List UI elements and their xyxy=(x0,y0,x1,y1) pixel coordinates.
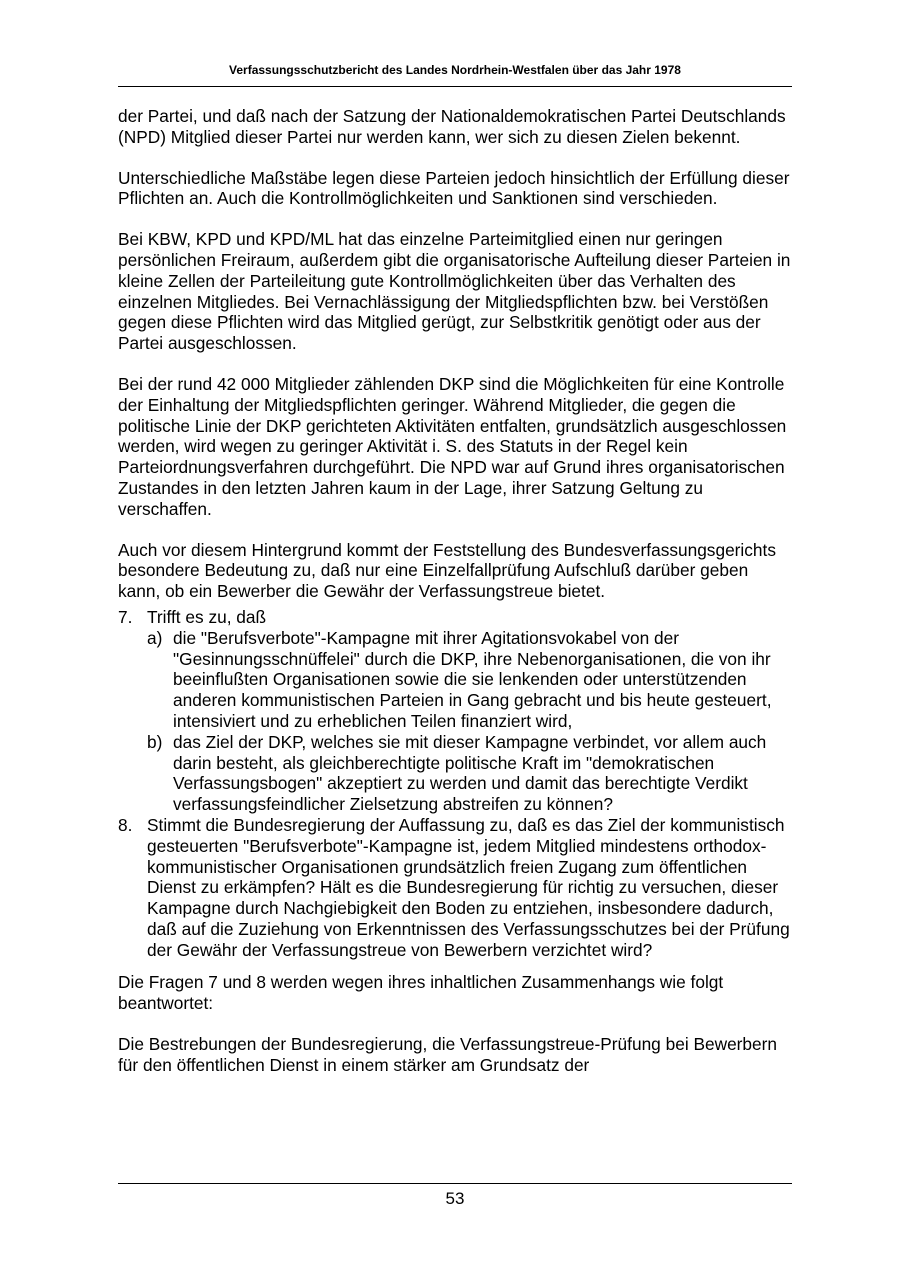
footer-rule xyxy=(118,1183,792,1184)
document-body xyxy=(118,106,792,1096)
question-8-number: 8. xyxy=(118,814,133,835)
paragraph-2: Unterschiedliche Maßstäbe legen diese Parteien jedoch hinsichtlich der Erfüllung dieser Pflichten an. Auch die Kontrollmöglichkeiten und Sanktionen sind verschieden. xyxy=(118,167,790,209)
question-7a xyxy=(147,628,792,732)
answer-start: Die Bestrebungen der Bundesregierung, die Verfassungstreue-Prüfung bei Bewerbern für den öffentlichen Dienst in einem stärker am Grundsatz der xyxy=(118,1034,778,1075)
page-number: 53 xyxy=(445,1189,465,1208)
question-7a-text: die "Berufsverbote"-Kampagne mit ihrer Agitationsvokabel von der "Gesinnungsschnüffelei" durch die DKP, ihre Nebenorganisationen, die von ihr beeinflußten Organisationen sowie die sie lenkenden oder unterstützenden anderen kommunistischen Parteien in Gang gebracht und bis heute gesteuert, intensiviert und zu erheblichen Teilen finanziert wird, xyxy=(173,627,772,731)
question-7b-label: b) xyxy=(147,731,163,752)
question-7a-label: a) xyxy=(147,627,163,648)
question-7-sublist xyxy=(147,628,792,815)
question-8-text: Stimmt die Bundesregierung der Auffassung zu, daß es das Ziel der kommunistisch gesteuerten "Berufsverbote"-Kampagne ist, jedem Mitglied mindestens orthodox-kommunistischer Organisationen grundsätzlich freien Zugang zum öffentlichen Dienst zu erkämpfen? Hält es die Bundesregierung für richtig zu versuchen, dieser Kampagne durch Nachgiebigkeit den Boden zu entziehen, insbesondere dadurch, daß auf die Zuziehung von Erkenntnissen des Verfassungsschutzes bei der Prüfung der Gewähr der Verfassungstreue von Bewerbern verzichtet wird? xyxy=(147,814,790,960)
answer-intro: Die Fragen 7 und 8 werden wegen ihres inhaltlichen Zusammenhangs wie folgt beantwortet: xyxy=(118,972,724,1014)
paragraph-3: Bei KBW, KPD und KPD/ML hat das einzelne Parteimitglied einen nur geringen persönlichen Freiraum, außerdem gibt die organisatorische Aufteilung dieser Parteien in kleine Zellen der Parteileitung gute Kontrollmöglichkeiten über das Verhalten des einzelnen Mitgliedes. Bei Vernachlässigung der Mitgliedspflichten bzw. bei Verstößen gegen diese Pflichten wird das Mitglied gerügt, zur Selbstkritik genötigt oder aus der Partei ausgeschlossen. xyxy=(118,229,791,354)
question-8 xyxy=(118,815,792,961)
question-7 xyxy=(118,607,792,815)
question-7-text: Trifft es zu, daß xyxy=(147,606,267,627)
question-7-number: 7. xyxy=(118,606,133,627)
paragraph-1: der Partei, und daß nach der Satzung der Nationaldemokratischen Partei Deutschlands (NPD) Mitglied dieser Partei nur werden kann, wer sich zu diesen Zielen bekennt. xyxy=(118,106,786,147)
page-header: Verfassungsschutzbericht des Landes Nordrhein-Westfalen über das Jahr 1978 xyxy=(229,63,681,77)
question-7b-text: das Ziel der DKP, welches sie mit dieser Kampagne verbindet, vor allem auch darin besteht, als gleichberechtigte politische Kraft im "demokratischen Verfassungsbogen" akzeptiert zu werden und damit das berechtigte Verdikt verfassungsfeindlicher Zielsetzung abstreifen zu können? xyxy=(173,731,767,815)
question-7b xyxy=(147,732,792,815)
question-list xyxy=(118,607,792,961)
paragraph-4: Bei der rund 42 000 Mitglieder zählenden DKP sind die Möglichkeiten für eine Kontrolle der Einhaltung der Mitgliedspflichten geringer. Während Mitglieder, die gegen die politische Linie der DKP gerichteten Aktivitäten entfalten, grundsätzlich ausgeschlossen werden, wird wegen zu geringer Aktivität i. S. des Statuts in der Regel kein Parteiordnungsverfahren durchgeführt. Die NPD war auf Grund ihres organisatorischen Zustandes in den letzten Jahren kaum in der Lage, ihrer Satzung Geltung zu verschaffen. xyxy=(118,373,787,519)
paragraph-5: Auch vor diesem Hintergrund kommt der Feststellung des Bundesverfassungsgerichts besondere Bedeutung zu, daß nur eine Einzelfallprüfung Aufschluß darüber geben kann, ob ein Bewerber die Gewähr der Verfassungstreue bietet. xyxy=(118,539,776,602)
header-rule xyxy=(118,86,792,87)
